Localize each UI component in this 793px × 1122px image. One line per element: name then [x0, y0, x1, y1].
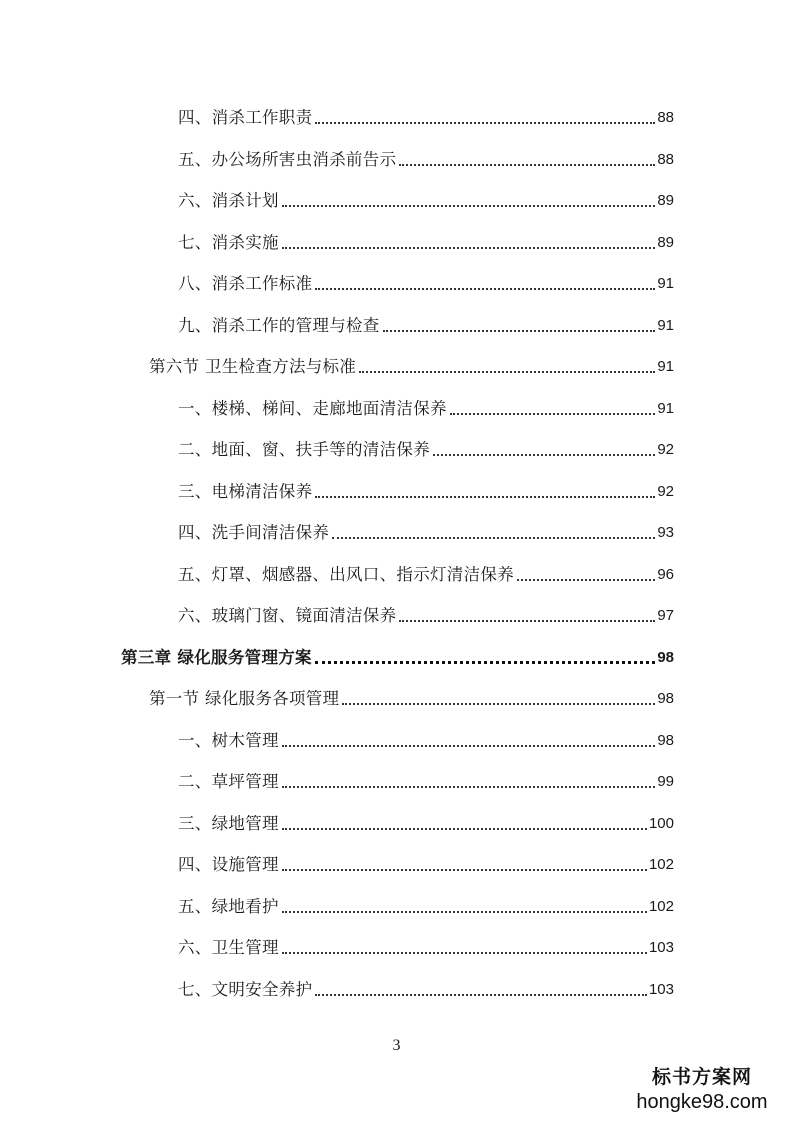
dot-leader: [517, 579, 655, 581]
toc-entry-title: 四、洗手间清洁保养: [178, 523, 330, 542]
toc-entry-page: 91: [657, 358, 674, 375]
toc-entry-title: 七、文明安全养护: [178, 980, 313, 999]
toc-entry-item[interactable]: [178, 186, 674, 212]
dot-leader: [282, 869, 647, 871]
toc-entry-item[interactable]: [178, 228, 674, 254]
dot-leader: [282, 745, 656, 747]
toc-entry-title: 五、办公场所害虫消杀前告示: [178, 150, 397, 169]
toc-entry-section[interactable]: [149, 352, 674, 378]
dot-leader: [282, 828, 647, 830]
dot-leader: [359, 371, 655, 373]
toc-entry-title: 八、消杀工作标准: [178, 274, 313, 293]
toc-entry-item[interactable]: [178, 933, 674, 959]
toc-entry-title: 二、地面、窗、扶手等的清洁保养: [178, 440, 430, 459]
dot-leader: [399, 620, 655, 622]
dot-leader: [282, 205, 656, 207]
toc-entry-item[interactable]: [178, 809, 674, 835]
dot-leader: [342, 703, 655, 705]
toc-entry-title: 一、树木管理: [178, 731, 279, 750]
toc-entry-page: 88: [657, 151, 674, 168]
toc-entry-item[interactable]: [178, 145, 674, 171]
toc-entry-page: 93: [657, 524, 674, 541]
toc-entry-page: 100: [648, 815, 674, 832]
toc-entry-item[interactable]: [178, 892, 674, 918]
toc-entry-item[interactable]: [178, 560, 674, 586]
toc-entry-title: 五、灯罩、烟感器、出风口、指示灯清洁保养: [178, 565, 514, 584]
toc-entry-title: 四、设施管理: [178, 855, 279, 874]
toc-entry-page: 103: [648, 981, 674, 998]
toc-entry-page: 98: [657, 732, 674, 749]
toc-entry-title: 九、消杀工作的管理与检查: [178, 316, 380, 335]
toc-entry-item[interactable]: [178, 975, 674, 1001]
dot-leader: [282, 952, 647, 954]
toc-entry-item[interactable]: [178, 726, 674, 752]
dot-leader: [433, 454, 655, 456]
toc-entry-section[interactable]: [149, 684, 674, 710]
dot-leader: [315, 661, 655, 664]
dot-leader: [282, 911, 647, 913]
toc-entry-page: 88: [657, 109, 674, 126]
toc-entry-page: 91: [657, 400, 674, 417]
dot-leader: [315, 496, 655, 498]
watermark-url: hongke98.com: [636, 1091, 768, 1113]
dot-leader: [315, 288, 655, 290]
toc-entry-chapter[interactable]: [121, 643, 674, 669]
dot-leader: [282, 786, 656, 788]
toc-entry-page: 99: [657, 773, 674, 790]
watermark-title: 标书方案网: [651, 1066, 752, 1088]
page-number: 3: [392, 1037, 401, 1054]
toc-entry-item[interactable]: [178, 394, 674, 420]
toc-entry-page: 92: [657, 483, 674, 500]
toc-entry-page: 103: [648, 939, 674, 956]
dot-leader: [383, 330, 656, 332]
dot-leader: [450, 413, 656, 415]
toc-entry-item[interactable]: [178, 477, 674, 503]
toc-entry-title: 五、绿地看护: [178, 897, 279, 916]
toc-entry-item[interactable]: [178, 103, 674, 129]
toc-entry-title: 六、卫生管理: [178, 938, 279, 957]
dot-leader: [332, 537, 655, 539]
toc-entry-title: 六、玻璃门窗、镜面清洁保养: [178, 606, 397, 625]
toc-entry-item[interactable]: [178, 767, 674, 793]
toc-entry-page: 102: [648, 856, 674, 873]
toc-entry-page: 89: [657, 192, 674, 209]
toc-entry-item[interactable]: [178, 269, 674, 295]
toc-entry-page: 91: [657, 275, 674, 292]
toc-entry-title: 六、消杀计划: [178, 191, 279, 210]
toc-entry-page: 89: [657, 234, 674, 251]
dot-leader: [282, 247, 656, 249]
toc-entry-page: 92: [657, 441, 674, 458]
toc-entry-title: 四、消杀工作职责: [178, 108, 313, 127]
toc-entry-page: 96: [657, 566, 674, 583]
toc-entry-title: 一、楼梯、梯间、走廊地面清洁保养: [178, 399, 447, 418]
toc-entry-title: 三、绿地管理: [178, 814, 279, 833]
toc-entry-item[interactable]: [178, 601, 674, 627]
toc-entry-page: 98: [657, 649, 674, 666]
toc-entry-title: 七、消杀实施: [178, 233, 279, 252]
toc-entry-page: 98: [657, 690, 674, 707]
toc-entry-title: 三、电梯清洁保养: [178, 482, 313, 501]
toc-entry-title: 第一节 绿化服务各项管理: [149, 689, 340, 708]
toc-entry-title: 第六节 卫生检查方法与标准: [149, 357, 357, 376]
watermark-logo: [627, 1064, 777, 1114]
dot-leader: [315, 994, 647, 996]
toc-entry-page: 102: [648, 898, 674, 915]
toc-entry-title: 第三章 绿化服务管理方案: [121, 648, 312, 667]
toc-entry-item[interactable]: [178, 311, 674, 337]
dot-leader: [315, 122, 655, 124]
dot-leader: [399, 164, 655, 166]
toc-entry-page: 91: [657, 317, 674, 334]
toc-entry-item[interactable]: [178, 518, 674, 544]
toc-entry-item[interactable]: [178, 435, 674, 461]
toc-entry-item[interactable]: [178, 850, 674, 876]
toc-entry-page: 97: [657, 607, 674, 624]
toc-entry-title: 二、草坪管理: [178, 772, 279, 791]
